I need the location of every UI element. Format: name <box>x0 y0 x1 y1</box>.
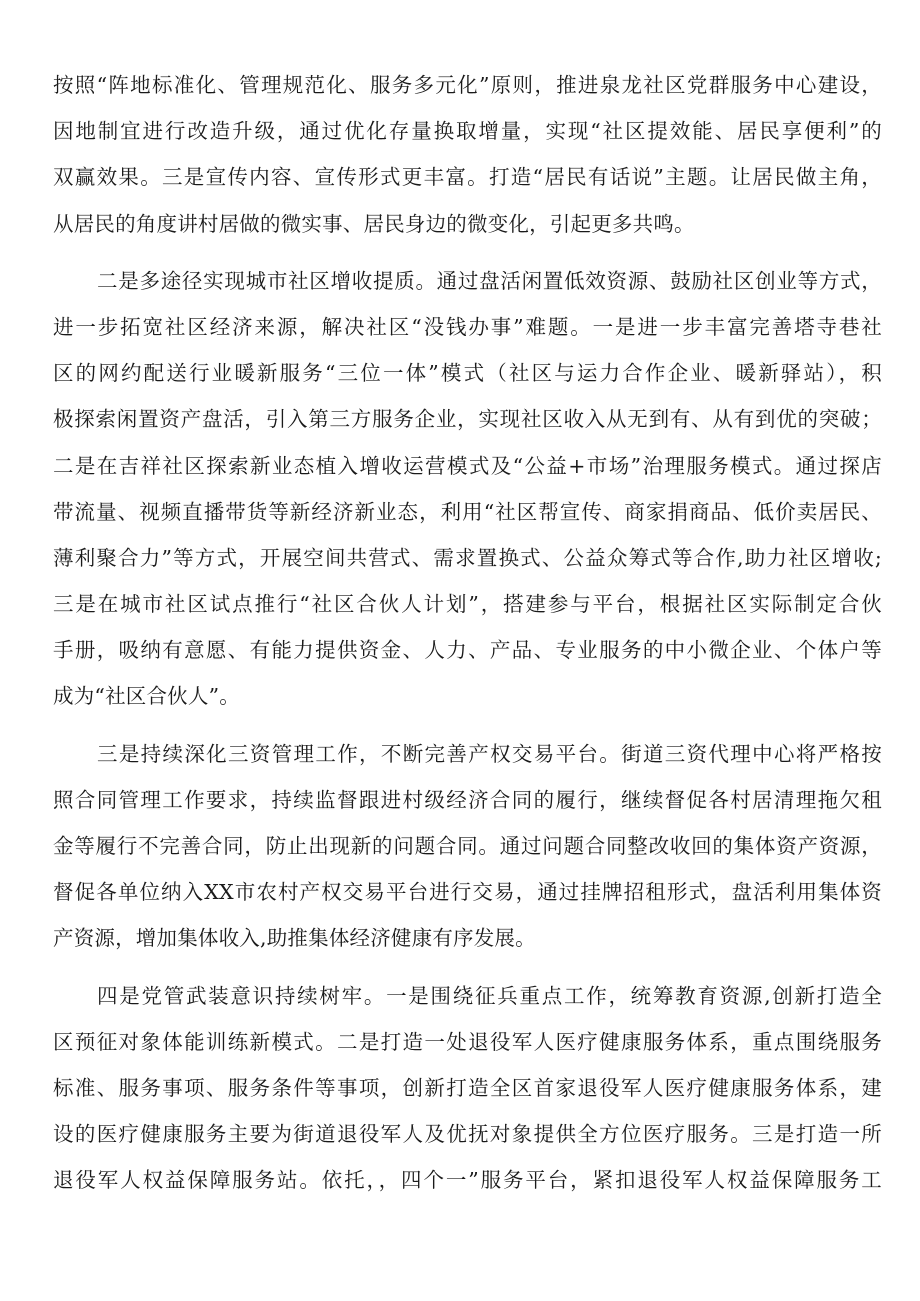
text-line: 二是多途径实现城市社区增收提质。通过盘活闲置低效资源、鼓励社区创业等方式， <box>97 268 882 293</box>
text-line: 薄利聚合力”等方式，开展空间共营式、需求置换式、公益众筹式等合作,助力社区增收; <box>53 545 882 570</box>
text-line: 从居民的角度讲村居做的微实事、居民身边的微变化，引起更多共鸣。 <box>53 211 695 236</box>
text-line: 退役军人权益保障服务站。依托，，四个一”服务平台，紧扣退役军人权益保障服务工 <box>53 1168 882 1193</box>
text-line: 三是在城市社区试点推行“社区合伙人计划”，搭建参与平台，根据社区实际制定合伙 <box>53 592 882 617</box>
text-line: 二是在吉祥社区探索新业态植入增收运营模式及“公益+市场”治理服务模式。通过探店 <box>53 453 882 478</box>
text-line: 进一步拓宽社区经济来源，解决社区“没钱办事”难题。一是进一步丰富完善塔寺巷社 <box>53 314 882 339</box>
paragraph-3 <box>53 731 882 962</box>
text-line: 照合同管理工作要求，持续监督跟进村级经济合同的履行，继续督促各村居清理拖欠租 <box>53 787 882 812</box>
text-line: 区的网约配送行业暖新服务“三位一体”模式（社区与运力合作企业、暖新驿站），积 <box>53 361 882 386</box>
text-line: 因地制宜进行改造升级，通过优化存量换取增量，实现“社区提效能、居民享便利”的 <box>53 119 882 144</box>
text-line: 金等履行不完善合同，防止出现新的问题合同。通过问题合同整改收回的集体资产资源， <box>53 834 882 858</box>
text-line: 四是党管武装意识持续树牢。一是围绕征兵重点工作，统筹教育资源,创新打造全 <box>97 983 882 1008</box>
text-line: 标准、服务事项、服务条件等事项，创新打造全区首家退役军人医疗健康服务体系，建 <box>53 1075 882 1100</box>
text-line: 督促各单位纳入XX市农村产权交易平台进行交易，通过挂牌招租形式，盘活利用集体资 <box>53 880 882 905</box>
text-line: 成为“社区合伙人”。 <box>53 684 240 709</box>
text-line: 产资源，增加集体收入,助推集体经济健康有序发展。 <box>53 926 536 951</box>
text-line: 三是持续深化三资管理工作，不断完善产权交易平台。街道三资代理中心将严格按 <box>97 741 882 766</box>
text-line: 双赢效果。三是宣传内容、宣传形式更丰富。打造“居民有话说”主题。让居民做主角， <box>53 165 882 190</box>
text-line: 按照“阵地标准化、管理规范化、服务多元化”原则，推进泉龙社区党群服务中心建设， <box>53 73 882 97</box>
paragraph-1 <box>53 62 882 247</box>
text-line: 设的医疗健康服务主要为街道退役军人及优抚对象提供全方位医疗服务。三是打造一所 <box>53 1122 882 1147</box>
text-line: 带流量、视频直播带货等新经济新业态，利用“社区帮宣传、商家捐商品、低价卖居民、 <box>53 499 882 524</box>
paragraph-2 <box>53 258 882 720</box>
text-line: 极探索闲置资产盘活，引入第三方服务企业，实现社区收入从无到有、从有到优的突破； <box>53 407 882 432</box>
text-line: 区预征对象体能训练新模式。二是打造一处退役军人医疗健康服务体系，重点围绕服务 <box>53 1029 882 1054</box>
paragraph-4 <box>53 973 882 1204</box>
text-line: 手册，吸纳有意愿、有能力提供资金、人力、产品、专业服务的中小微企业、个体户等 <box>53 638 882 663</box>
